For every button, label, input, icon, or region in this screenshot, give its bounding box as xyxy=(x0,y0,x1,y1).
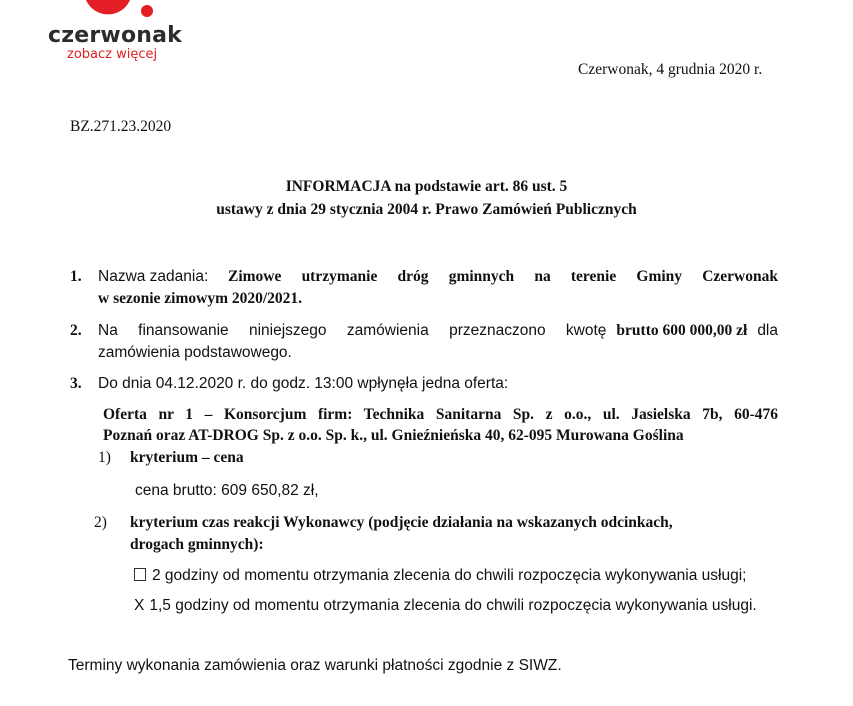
criterion-2-title-line-2: drogach gminnych): xyxy=(130,536,264,553)
footer-text: Terminy wykonania zamówienia oraz warunki płatności zgodnie z SIWZ. xyxy=(68,657,562,674)
document-title-line-1: INFORMACJA na podstawie art. 86 ust. 5 xyxy=(285,178,568,195)
offer-line-2: Poznań oraz AT-DROG Sp. z o.o. Sp. k., ul. Gnieźnieńska 40, 62-095 Murowana Goślina xyxy=(103,427,684,444)
option-2-text: 1,5 godziny od momentu otrzymania zlecenia do chwili rozpoczęcia wykonywania usługi. xyxy=(149,597,757,614)
criterion-1-number: 1) xyxy=(98,449,111,466)
item-3-number: 3. xyxy=(70,375,82,392)
reference-number: BZ.271.23.2020 xyxy=(70,118,172,135)
item-1-line-1 xyxy=(98,267,778,287)
item-2-text: Na finansowanie niniejszego zamówienia przeznaczono kwotę xyxy=(98,322,607,339)
criterion-1-value: cena brutto: 609 650,82 zł, xyxy=(135,482,319,499)
item-2-amount: brutto 600 000,00 zł xyxy=(616,322,748,339)
criterion-1-title: kryterium – cena xyxy=(130,449,244,466)
logo-name: czerwonak xyxy=(48,23,182,48)
item-1-number: 1. xyxy=(70,268,82,285)
item-2-line-1 xyxy=(98,321,778,341)
offer-line-1: Oferta nr 1 – Konsorcjum firm: Technika Sanitarna Sp. z o.o., ul. Jasielska 7b, 60-476 xyxy=(103,406,778,423)
option-1-text: 2 godziny od momentu otrzymania zlecenia do chwili rozpoczęcia wykonywania usługi; xyxy=(152,567,747,584)
document-title-line-2: ustawy z dnia 29 stycznia 2004 r. Prawo Zamówień Publicznych xyxy=(216,201,637,218)
item-2-line-2: zamówienia podstawowego. xyxy=(98,344,292,361)
item-1-value-line-2: w sezonie zimowym 2020/2021. xyxy=(98,290,303,307)
logo-tagline: zobacz więcej xyxy=(67,47,158,62)
empty-checkbox-icon xyxy=(134,568,146,581)
x-mark-icon: X xyxy=(134,597,145,614)
logo-dots-icon xyxy=(48,0,188,24)
option-2 xyxy=(134,596,757,616)
item-1-value: Zimowe utrzymanie dróg gminnych na terenie Gminy Czerwonak xyxy=(228,268,778,285)
item-2-number: 2. xyxy=(70,322,82,339)
item-2-text-after: dla xyxy=(757,322,778,339)
czerwonak-logo xyxy=(48,0,188,64)
item-3-text: Do dnia 04.12.2020 r. do godz. 13:00 wpłynęła jedna oferta: xyxy=(98,375,509,392)
criterion-2-title-line-1: kryterium czas reakcji Wykonawcy (podjęcie działania na wskazanych odcinkach, xyxy=(130,514,673,531)
option-1 xyxy=(134,566,746,586)
place-date: Czerwonak, 4 grudnia 2020 r. xyxy=(578,61,763,78)
item-1-label: Nazwa zadania: xyxy=(98,268,209,285)
criterion-2-number: 2) xyxy=(94,514,107,531)
